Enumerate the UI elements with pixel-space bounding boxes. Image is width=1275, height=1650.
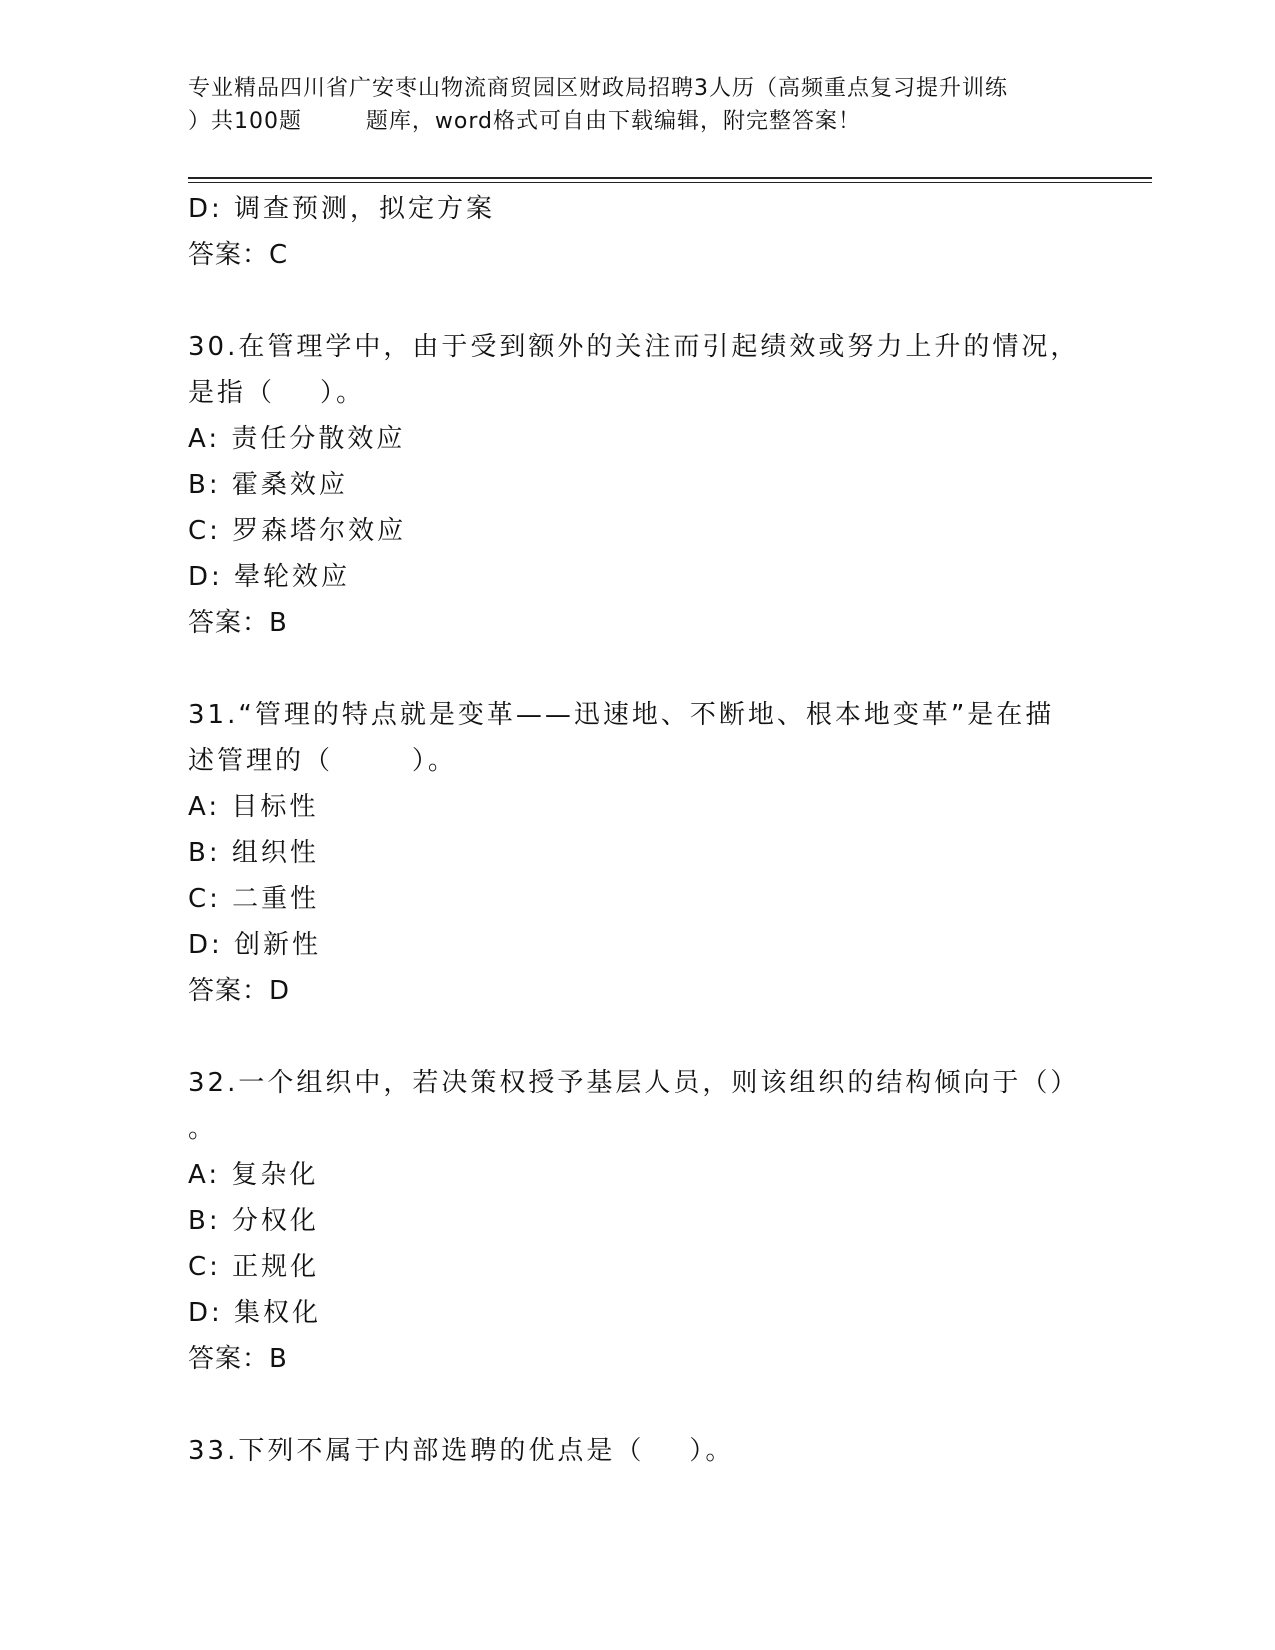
question-30 [188, 324, 1108, 646]
question-32 [188, 1060, 1108, 1382]
question-text-line-1: 30.在管理学中，由于受到额外的关注而引起绩效或努力上升的情况， [188, 332, 1080, 362]
option-a: A: 复杂化 [188, 1160, 319, 1190]
question-text-line-2: 。 [188, 1114, 218, 1144]
document-header [188, 72, 1088, 138]
header-divider-thin [188, 182, 1152, 183]
answer-line: 答案：B [188, 608, 288, 638]
answer-line: 答案：B [188, 1344, 288, 1374]
header-title-line-2: ）共100题 题库，word格式可自由下载编辑，附完整答案！ [188, 109, 862, 134]
option-a: A: 目标性 [188, 792, 319, 822]
question-text-line-2: 述管理的（ ）。 [188, 746, 457, 776]
header-divider-thick [188, 177, 1152, 179]
option-c: C: 正规化 [188, 1252, 320, 1282]
question-list [188, 186, 1108, 1474]
option-a: A: 责任分散效应 [188, 424, 406, 454]
option-d: D: 晕轮效应 [188, 562, 351, 592]
question-text-line-2: 是指（ ）。 [188, 378, 366, 408]
answer-line: 答案：D [188, 976, 291, 1006]
option-d: D: 集权化 [188, 1298, 322, 1328]
question-text-line-1: 31.“管理的特点就是变革——迅速地、不断地、根本地变革”是在描 [188, 700, 1055, 730]
previous-question-tail [188, 186, 1108, 278]
question-text-line-1: 33.下列不属于内部选聘的优点是（ ）。 [188, 1436, 735, 1466]
answer-line: 答案：C [188, 240, 289, 270]
question-text-line-1: 32.一个组织中，若决策权授予基层人员，则该组织的结构倾向于（） [188, 1068, 1080, 1098]
question-31 [188, 692, 1108, 1014]
option-b: B: 组织性 [188, 838, 319, 868]
header-title-line-1: 专业精品四川省广安枣山物流商贸园区财政局招聘3人历（高频重点复习提升训练 [188, 76, 1008, 101]
option-d: D: 调查预测，拟定方案 [188, 194, 496, 224]
option-c: C: 罗森塔尔效应 [188, 516, 407, 546]
option-b: B: 分权化 [188, 1206, 319, 1236]
option-b: B: 霍桑效应 [188, 470, 348, 500]
option-d: D: 创新性 [188, 930, 322, 960]
question-33 [188, 1428, 1108, 1474]
option-c: C: 二重性 [188, 884, 320, 914]
